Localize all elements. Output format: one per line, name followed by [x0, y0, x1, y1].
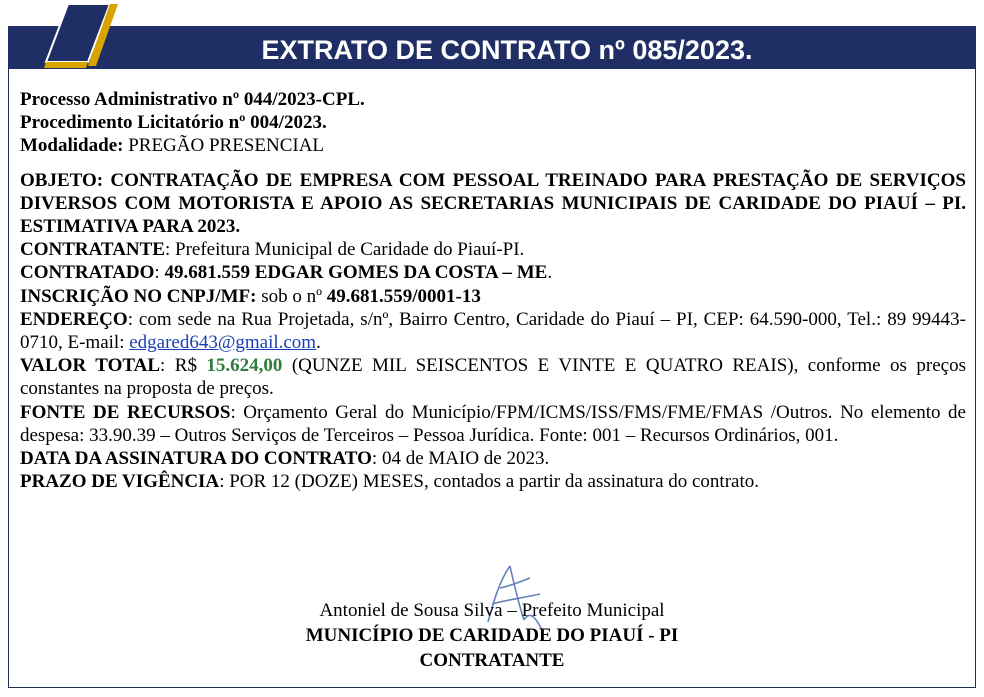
- signer-role: CONTRATANTE: [419, 650, 565, 671]
- signer-name: Antoniel de Sousa Silva – Prefeito Municipal: [319, 600, 665, 621]
- modalidade-line: Modalidade: PREGÃO PRESENCIAL: [20, 135, 325, 157]
- valor-amount: 15.624,00: [206, 355, 283, 377]
- valor-paragraph: VALOR TOTAL: R$ 15.624,00 (QUNZE MIL SEISCENTOS E VINTE E QUATRO REAIS), conforme os preços constantes na proposta de preços.: [20, 355, 966, 400]
- procedimento-line: Procedimento Licitatório nº 004/2023.: [20, 112, 327, 134]
- signature-block: [0, 598, 984, 673]
- prazo-line: PRAZO DE VIGÊNCIA: POR 12 (DOZE) MESES, contados a partir da assinatura do contrato.: [20, 471, 759, 493]
- diagonal-stripes-logo-icon: [44, 0, 124, 72]
- title-banner: [8, 26, 976, 69]
- page-title: EXTRATO DE CONTRATO nº 085/2023.: [261, 35, 753, 65]
- fonte-paragraph: FONTE DE RECURSOS: Orçamento Geral do Município/FPM/ICMS/ISS/FMS/FME/FMAS /Outros. No elemento de despesa: 33.90.39 – Outros Serviços de Terceiros – Pessoa Jurídica. Fonte: 001 – Recursos Ordinários, 001.: [20, 401, 966, 446]
- objeto-paragraph: OBJETO: CONTRATAÇÃO DE EMPRESA COM PESSOAL TREINADO PARA PRESTAÇÃO DE SERVIÇOS DIVERSOS COM MOTORISTA E APOIO AS SECRETARIAS MUNICIPAIS DE CARIDADE DO PIAUÍ – PI. ESTIMATIVA PARA 2023.: [20, 169, 966, 238]
- contratado-line: CONTRATADO: 49.681.559 EDGAR GOMES DA COSTA – ME.: [20, 262, 553, 284]
- email-link[interactable]: edgared643@gmail.com: [129, 332, 317, 354]
- endereco-paragraph: ENDEREÇO: com sede na Rua Projetada, s/nº, Bairro Centro, Caridade do Piauí – PI, CEP: 64.590-000, Tel.: 89 99443-0710, E-mail: edgared643@gmail.com.: [20, 308, 966, 354]
- processo-line: Processo Administrativo nº 044/2023-CPL.: [20, 89, 365, 110]
- cnpj-line: INSCRIÇÃO NO CNPJ/MF: sob o nº 49.681.559/0001-13: [20, 285, 481, 307]
- data-assinatura-line: DATA DA ASSINATURA DO CONTRATO: 04 de MAIO de 2023.: [20, 448, 550, 470]
- contratante-line: CONTRATANTE: Prefeitura Municipal de Caridade do Piauí-PI.: [20, 239, 525, 261]
- municipality-name: MUNICÍPIO DE CARIDADE DO PIAUÍ - PI: [305, 625, 679, 646]
- contract-body: [20, 88, 966, 493]
